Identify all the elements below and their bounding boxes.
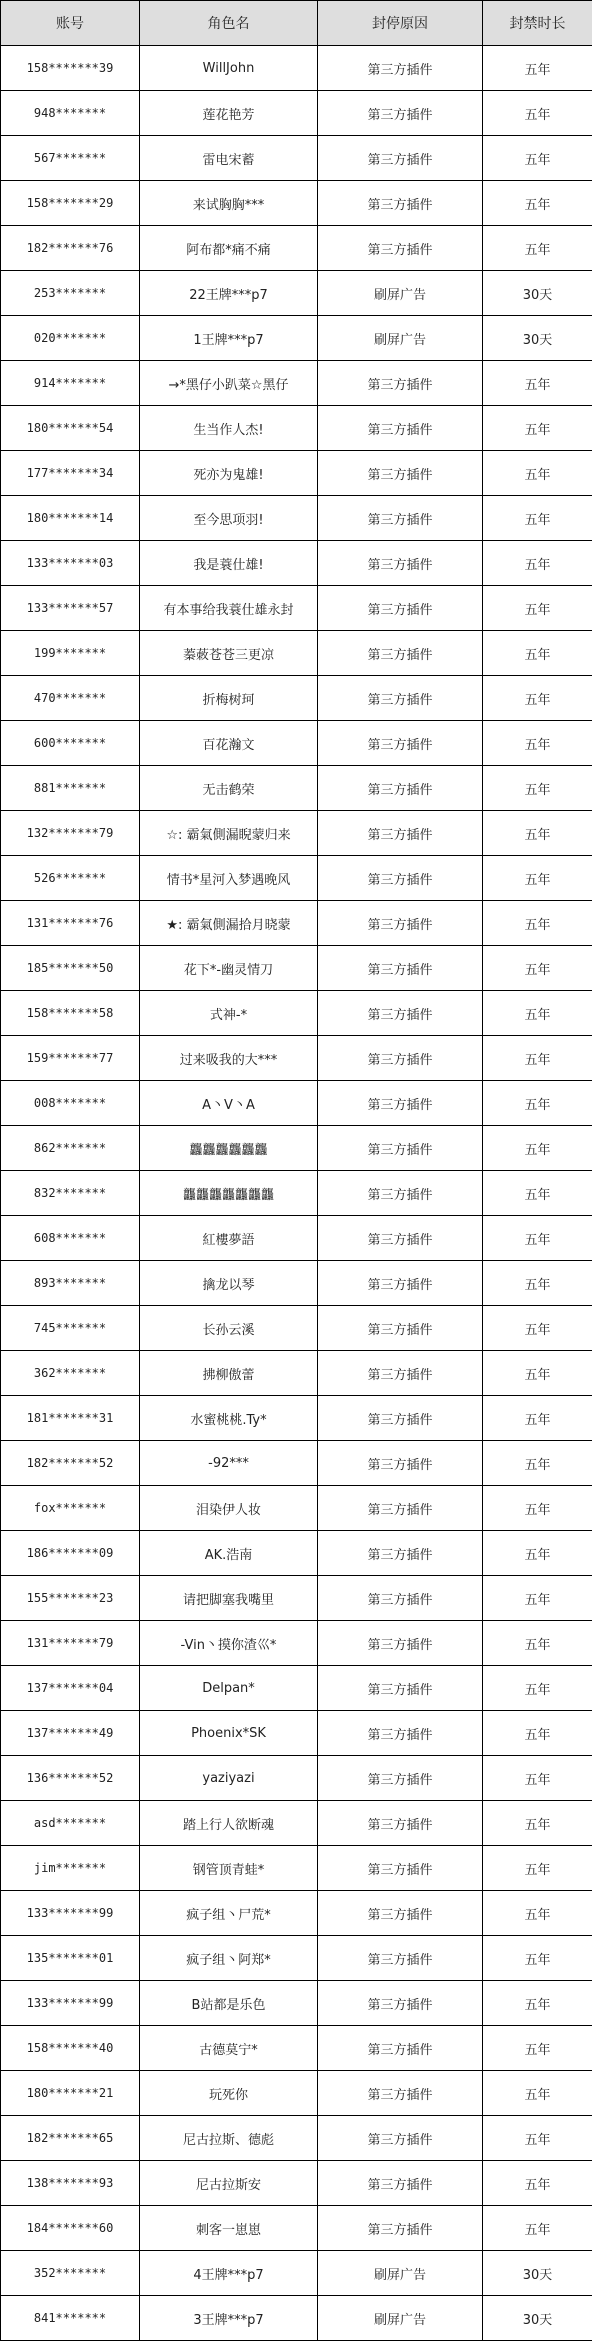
ban-duration-cell: 30天 [483,2296,592,2341]
account-cell: 352******* [1,2251,140,2296]
role-name-cell: 1王牌***p7 [140,316,318,361]
ban-duration-cell: 五年 [483,46,592,91]
account-cell: 180*******14 [1,496,140,541]
account-cell: 181*******31 [1,1396,140,1441]
table-row [1,91,592,136]
role-name-cell: 情书*星河入梦遇晚风 [140,856,318,901]
account-cell: 470******* [1,676,140,721]
account-cell: 133*******57 [1,586,140,631]
header-role-name: 角色名 [140,1,318,46]
ban-duration-cell: 五年 [483,136,592,181]
ban-reason-cell: 刷屏广告 [318,316,483,361]
table-row [1,136,592,181]
ban-reason-cell: 第三方插件 [318,406,483,451]
table-row [1,1081,592,1126]
account-cell: 158*******39 [1,46,140,91]
table-row [1,1936,592,1981]
account-cell: 133*******99 [1,1891,140,1936]
account-cell: 608******* [1,1216,140,1261]
account-cell: 158*******40 [1,2026,140,2071]
role-name-cell: 雷电宋蓄 [140,136,318,181]
ban-duration-cell: 五年 [483,631,592,676]
role-name-cell: 阿布都*痛不痛 [140,226,318,271]
table-row [1,2116,592,2161]
ban-duration-cell: 五年 [483,406,592,451]
role-name-cell: 无击鹤荣 [140,766,318,811]
ban-reason-cell: 第三方插件 [318,1171,483,1216]
table-row [1,2206,592,2251]
account-cell: 133*******99 [1,1981,140,2026]
ban-duration-cell: 五年 [483,586,592,631]
table-row [1,1171,592,1216]
ban-reason-cell: 刷屏广告 [318,2251,483,2296]
ban-duration-cell: 五年 [483,676,592,721]
ban-reason-cell: 第三方插件 [318,1756,483,1801]
account-cell: 745******* [1,1306,140,1351]
ban-duration-cell: 五年 [483,181,592,226]
role-name-cell: -Vin丶摸你渣巛* [140,1621,318,1666]
account-cell: 914******* [1,361,140,406]
ban-duration-cell: 五年 [483,721,592,766]
role-name-cell: 龘龘龘龘龘龘龘 [140,1171,318,1216]
table-row [1,586,592,631]
role-name-cell: 古德莫宁* [140,2026,318,2071]
ban-reason-cell: 第三方插件 [318,1261,483,1306]
table-row [1,1756,592,1801]
role-name-cell: Phoenix*SK [140,1711,318,1756]
ban-reason-cell: 第三方插件 [318,1801,483,1846]
table-row [1,316,592,361]
role-name-cell: 至今思项羽! [140,496,318,541]
role-name-cell: 长孙云溪 [140,1306,318,1351]
ban-reason-cell: 第三方插件 [318,181,483,226]
account-cell: 136*******52 [1,1756,140,1801]
ban-duration-cell: 五年 [483,811,592,856]
ban-reason-cell: 第三方插件 [318,1126,483,1171]
ban-duration-cell: 五年 [483,1666,592,1711]
table-row [1,1531,592,1576]
role-name-cell: 死亦为鬼雄! [140,451,318,496]
role-name-cell: 蓁蓛苍苍三更凉 [140,631,318,676]
table-row [1,2296,592,2341]
table-row [1,1441,592,1486]
ban-duration-cell: 五年 [483,856,592,901]
account-cell: 182*******52 [1,1441,140,1486]
role-name-cell: 过来吸我的大*** [140,1036,318,1081]
role-name-cell: 泪染伊人妆 [140,1486,318,1531]
table-row [1,766,592,811]
role-name-cell: ☆: 霸氣側漏睨蒙归来 [140,811,318,856]
table-row [1,271,592,316]
account-cell: 138*******93 [1,2161,140,2206]
ban-reason-cell: 第三方插件 [318,2071,483,2116]
ban-reason-cell: 第三方插件 [318,946,483,991]
ban-reason-cell: 第三方插件 [318,2116,483,2161]
ban-reason-cell: 第三方插件 [318,811,483,856]
ban-duration-cell: 五年 [483,1171,592,1216]
table-row [1,1621,592,1666]
ban-duration-cell: 五年 [483,1126,592,1171]
ban-reason-cell: 第三方插件 [318,2161,483,2206]
ban-duration-cell: 五年 [483,2161,592,2206]
role-name-cell: 生当作人杰! [140,406,318,451]
role-name-cell: 拂柳傲蕾 [140,1351,318,1396]
table-row [1,1261,592,1306]
ban-duration-cell: 五年 [483,1576,592,1621]
account-cell: 362******* [1,1351,140,1396]
ban-duration-cell: 30天 [483,2251,592,2296]
ban-duration-cell: 30天 [483,271,592,316]
ban-reason-cell: 第三方插件 [318,1936,483,1981]
table-row [1,2071,592,2116]
role-name-cell: 我是蓑仕雄! [140,541,318,586]
ban-reason-cell: 第三方插件 [318,136,483,181]
account-cell: 137*******04 [1,1666,140,1711]
role-name-cell: 踏上行人欲断魂 [140,1801,318,1846]
account-cell: jim******* [1,1846,140,1891]
ban-duration-cell: 五年 [483,1936,592,1981]
role-name-cell: 钢管顶青蛙* [140,1846,318,1891]
role-name-cell: 玩死你 [140,2071,318,2116]
ban-reason-cell: 第三方插件 [318,91,483,136]
ban-duration-cell: 五年 [483,1306,592,1351]
role-name-cell: ★: 霸氣側漏拾月晓蒙 [140,901,318,946]
role-name-cell: 22王牌***p7 [140,271,318,316]
table-row [1,541,592,586]
ban-reason-cell: 第三方插件 [318,766,483,811]
ban-reason-cell: 第三方插件 [318,496,483,541]
account-cell: 133*******03 [1,541,140,586]
ban-duration-cell: 30天 [483,316,592,361]
ban-duration-cell: 五年 [483,1891,592,1936]
ban-reason-cell: 第三方插件 [318,586,483,631]
account-cell: 137*******49 [1,1711,140,1756]
ban-duration-cell: 五年 [483,1801,592,1846]
ban-duration-cell: 五年 [483,901,592,946]
table-row [1,1396,592,1441]
table-row [1,901,592,946]
ban-duration-cell: 五年 [483,766,592,811]
account-cell: 567******* [1,136,140,181]
ban-reason-cell: 第三方插件 [318,991,483,1036]
role-name-cell: 式神-* [140,991,318,1036]
account-cell: 253******* [1,271,140,316]
table-row [1,946,592,991]
table-row [1,1846,592,1891]
ban-duration-cell: 五年 [483,1486,592,1531]
ban-duration-cell: 五年 [483,1396,592,1441]
account-cell: 131*******76 [1,901,140,946]
ban-duration-cell: 五年 [483,1711,592,1756]
role-name-cell: 尼古拉斯安 [140,2161,318,2206]
table-row [1,811,592,856]
table-row [1,1666,592,1711]
account-cell: 199******* [1,631,140,676]
ban-duration-cell: 五年 [483,1261,592,1306]
table-row [1,856,592,901]
role-name-cell: 4王牌***p7 [140,2251,318,2296]
role-name-cell: 有本事给我蓑仕雄永封 [140,586,318,631]
table-row [1,226,592,271]
ban-reason-cell: 第三方插件 [318,856,483,901]
ban-duration-cell: 五年 [483,946,592,991]
ban-reason-cell: 第三方插件 [318,1621,483,1666]
ban-duration-cell: 五年 [483,91,592,136]
account-cell: 185*******50 [1,946,140,991]
table-row [1,1576,592,1621]
ban-reason-cell: 第三方插件 [318,2206,483,2251]
role-name-cell: -92*** [140,1441,318,1486]
ban-duration-cell: 五年 [483,2071,592,2116]
ban-reason-cell: 第三方插件 [318,1441,483,1486]
account-cell: 862******* [1,1126,140,1171]
table-row [1,1216,592,1261]
ban-reason-cell: 第三方插件 [318,901,483,946]
table-row [1,1306,592,1351]
ban-duration-cell: 五年 [483,1846,592,1891]
ban-reason-cell: 第三方插件 [318,46,483,91]
role-name-cell: 尼古拉斯、德彪 [140,2116,318,2161]
ban-duration-cell: 五年 [483,1081,592,1126]
ban-reason-cell: 第三方插件 [318,1396,483,1441]
account-cell: 159*******77 [1,1036,140,1081]
ban-reason-cell: 第三方插件 [318,1531,483,1576]
ban-duration-cell: 五年 [483,1531,592,1576]
table-row [1,2251,592,2296]
header-row [1,1,592,46]
ban-duration-cell: 五年 [483,451,592,496]
ban-reason-cell: 刷屏广告 [318,271,483,316]
table-row [1,631,592,676]
ban-reason-cell: 第三方插件 [318,1846,483,1891]
table-row [1,2161,592,2206]
account-cell: asd******* [1,1801,140,1846]
ban-reason-cell: 第三方插件 [318,676,483,721]
table-row [1,496,592,541]
account-cell: 182*******76 [1,226,140,271]
role-name-cell: 擒龙以琴 [140,1261,318,1306]
ban-duration-cell: 五年 [483,2026,592,2071]
role-name-cell: A丶V丶A [140,1081,318,1126]
table-row [1,721,592,766]
header-ban-reason: 封停原因 [318,1,483,46]
account-cell: 008******* [1,1081,140,1126]
account-cell: 131*******79 [1,1621,140,1666]
header-account: 账号 [1,1,140,46]
table-row [1,406,592,451]
ban-duration-cell: 五年 [483,1981,592,2026]
role-name-cell: →*黑仔小趴菜☆黑仔 [140,361,318,406]
ban-reason-cell: 刷屏广告 [318,2296,483,2341]
table-body [1,46,592,2341]
role-name-cell: 来试胸胸*** [140,181,318,226]
ban-duration-cell: 五年 [483,2116,592,2161]
account-cell: 186*******09 [1,1531,140,1576]
account-cell: 841******* [1,2296,140,2341]
ban-reason-cell: 第三方插件 [318,1351,483,1396]
ban-reason-cell: 第三方插件 [318,226,483,271]
account-cell: 182*******65 [1,2116,140,2161]
table-row [1,1891,592,1936]
role-name-cell: B站都是乐色 [140,1981,318,2026]
ban-reason-cell: 第三方插件 [318,2026,483,2071]
ban-reason-cell: 第三方插件 [318,631,483,676]
role-name-cell: 紅樓夢語 [140,1216,318,1261]
account-cell: 158*******58 [1,991,140,1036]
account-cell: 020******* [1,316,140,361]
ban-reason-cell: 第三方插件 [318,1306,483,1351]
role-name-cell: 折梅树珂 [140,676,318,721]
account-cell: 132*******79 [1,811,140,856]
ban-duration-cell: 五年 [483,1216,592,1261]
table-row [1,1486,592,1531]
ban-reason-cell: 第三方插件 [318,1576,483,1621]
role-name-cell: 龘龘龘龘龘龘 [140,1126,318,1171]
role-name-cell: 百花瀚文 [140,721,318,766]
ban-reason-cell: 第三方插件 [318,1216,483,1261]
account-cell: 158*******29 [1,181,140,226]
account-cell: 948******* [1,91,140,136]
account-cell: 832******* [1,1171,140,1216]
table-row [1,676,592,721]
table-row [1,1351,592,1396]
ban-reason-cell: 第三方插件 [318,451,483,496]
ban-reason-cell: 第三方插件 [318,1981,483,2026]
account-cell: 177*******34 [1,451,140,496]
role-name-cell: 疯子组丶尸荒* [140,1891,318,1936]
account-cell: 180*******54 [1,406,140,451]
account-cell: 155*******23 [1,1576,140,1621]
role-name-cell: 刺客一崽崽 [140,2206,318,2251]
ban-duration-cell: 五年 [483,496,592,541]
table-row [1,991,592,1036]
account-cell: 135*******01 [1,1936,140,1981]
account-cell: 893******* [1,1261,140,1306]
ban-duration-cell: 五年 [483,361,592,406]
ban-reason-cell: 第三方插件 [318,1036,483,1081]
account-cell: 180*******21 [1,2071,140,2116]
ban-duration-cell: 五年 [483,1036,592,1081]
table-row [1,2026,592,2071]
ban-reason-cell: 第三方插件 [318,1666,483,1711]
ban-duration-cell: 五年 [483,1621,592,1666]
account-cell: 881******* [1,766,140,811]
table-row [1,1036,592,1081]
table-row [1,1981,592,2026]
role-name-cell: WillJohn [140,46,318,91]
account-cell: 600******* [1,721,140,766]
ban-reason-cell: 第三方插件 [318,1081,483,1126]
role-name-cell: Delpan* [140,1666,318,1711]
ban-reason-cell: 第三方插件 [318,721,483,766]
ban-duration-cell: 五年 [483,226,592,271]
ban-duration-cell: 五年 [483,1351,592,1396]
role-name-cell: 莲花艳芳 [140,91,318,136]
ban-reason-cell: 第三方插件 [318,1711,483,1756]
ban-reason-cell: 第三方插件 [318,1486,483,1531]
role-name-cell: yaziyazi [140,1756,318,1801]
table-row [1,46,592,91]
table-row [1,361,592,406]
role-name-cell: 疯子组丶阿郑* [140,1936,318,1981]
account-cell: 526******* [1,856,140,901]
account-cell: fox******* [1,1486,140,1531]
role-name-cell: 水蜜桃桃.Ty* [140,1396,318,1441]
ban-duration-cell: 五年 [483,541,592,586]
table-row [1,1126,592,1171]
ban-duration-cell: 五年 [483,1756,592,1801]
ban-duration-cell: 五年 [483,991,592,1036]
ban-reason-cell: 第三方插件 [318,541,483,586]
role-name-cell: 请把脚塞我嘴里 [140,1576,318,1621]
table-row [1,451,592,496]
role-name-cell: 3王牌***p7 [140,2296,318,2341]
table-row [1,1711,592,1756]
ban-reason-cell: 第三方插件 [318,1891,483,1936]
ban-duration-cell: 五年 [483,2206,592,2251]
ban-reason-cell: 第三方插件 [318,361,483,406]
account-cell: 184*******60 [1,2206,140,2251]
header-ban-duration: 封禁时长 [483,1,592,46]
ban-duration-cell: 五年 [483,1441,592,1486]
table-row [1,1801,592,1846]
table-row [1,181,592,226]
role-name-cell: 花下*-幽灵情刀 [140,946,318,991]
role-name-cell: AK.浩南 [140,1531,318,1576]
